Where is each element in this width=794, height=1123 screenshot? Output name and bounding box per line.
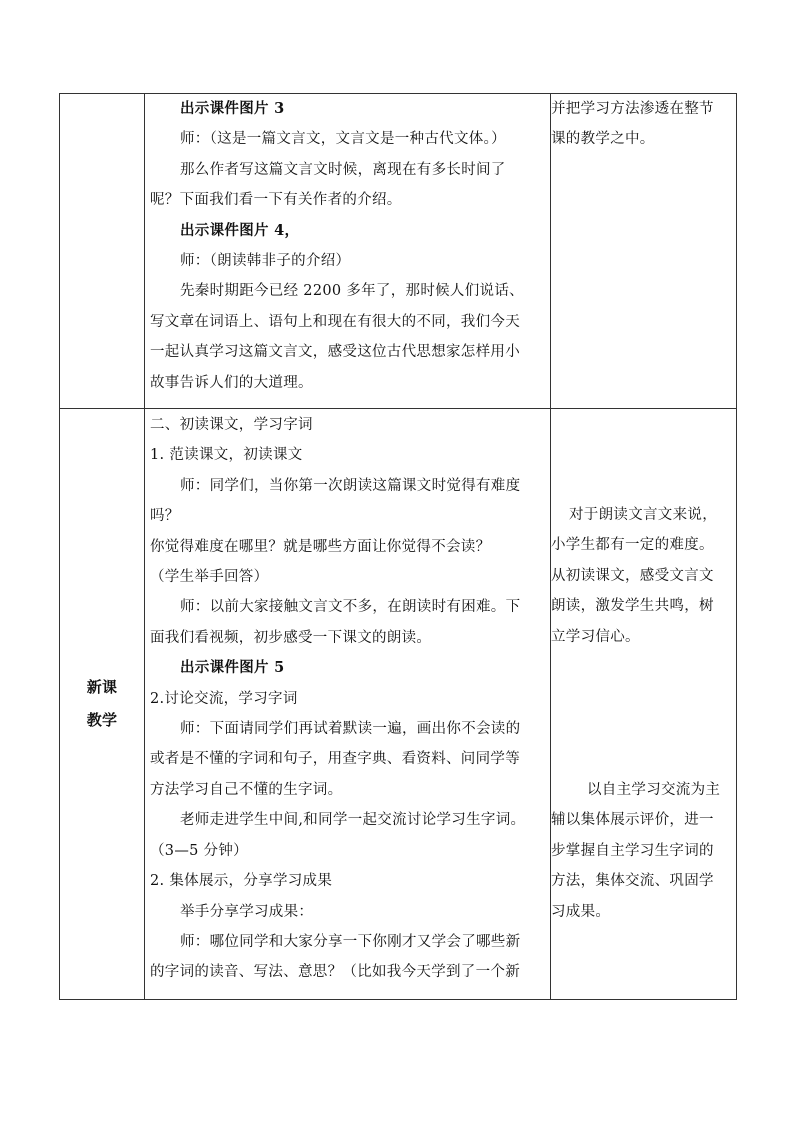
section-label-line: 新课 (86, 678, 118, 696)
text-line: 朗读，激发学生共鸣，树 (551, 598, 714, 615)
text-line: 老师走进学生中间,和同学一起交流讨论学习生字词。 (180, 812, 526, 829)
text-line: 出示课件图片 5 (180, 659, 285, 677)
text-line: 或者是不懂的字词和句子，用查字典、看资料、问同学等 (150, 751, 520, 768)
text-line: 师：以前大家接触文言文不多，在朗读时有困难。下 (180, 599, 521, 616)
text-line: 习成果。 (551, 903, 611, 920)
text-line: 写文章在词语上、语句上和现在有很大的不同，我们今天 (150, 313, 520, 330)
text-line: 1. 范读课文，初读课文 (150, 447, 303, 464)
text-line: 呢？下面我们看一下有关作者的介绍。 (150, 192, 402, 209)
text-line: 方法，集体交流、巩固学 (551, 873, 714, 890)
section-label-cell (60, 409, 145, 1000)
text-line: 先秦时期距今已经 2200 多年了，那时候人们说话、 (180, 283, 524, 300)
text-line: 出示课件图片 3 (180, 100, 285, 117)
text-line: 那么作者写这篇文言文时候，离现在有多长时间了 (180, 161, 506, 178)
teaching-content (145, 94, 550, 398)
text-line: 小学生都有一定的难度。 (551, 537, 714, 554)
text-line: 方法学习自己不懂的生字词。 (150, 781, 343, 798)
teaching-content-cell (145, 94, 551, 409)
text-line: （学生举手回答） (150, 569, 269, 586)
text-line: 吗？ (150, 508, 180, 525)
text-line: （3—5 分钟） (150, 842, 248, 859)
text-line: 对于朗读文言文来说， (569, 507, 717, 523)
section-label-cell (60, 94, 145, 409)
text-line: 出示课件图片 4， (180, 221, 300, 239)
text-line: 师：（朗读韩非子的介绍） (180, 253, 351, 270)
text-line: 立学习信心。 (551, 628, 640, 645)
teaching-content-cell (145, 409, 551, 1000)
text-line: 师：下面请同学们再试着默读一遍，画出你不会读的 (180, 721, 521, 738)
design-intent-notes (551, 94, 736, 155)
text-line: 并把学习方法渗透在整节 (551, 101, 714, 117)
text-line: 一起认真学习这篇文言文，感受这位古代思想家怎样用小 (150, 344, 520, 361)
text-line: 师：哪位同学和大家分享一下你刚才又学会了哪些新 (180, 933, 521, 950)
table-row (60, 94, 737, 409)
lesson-plan-table (59, 93, 737, 1000)
section-label-line: 教学 (86, 711, 118, 729)
design-intent-cell (551, 94, 737, 409)
text-line: 以自主学习交流为主 (587, 782, 721, 799)
design-intent-notes (551, 500, 736, 652)
text-line: 2.讨论交流，学习字词 (150, 690, 298, 707)
text-line: 面我们看视频，初步感受一下课文的朗读。 (150, 629, 432, 646)
text-line: 举手分享学习成果： (180, 903, 314, 920)
design-intent-cell (551, 409, 737, 1000)
text-line: 从初读课文，感受文言文 (551, 567, 714, 584)
text-line: 师：同学们，当你第一次朗读这篇课文时觉得有难度 (180, 477, 521, 494)
table-row (60, 409, 737, 1000)
text-line: 的字词的读音、写法、意思？（比如我今天学到了一个新 (150, 964, 520, 981)
text-line: 故事告诉人们的大道理。 (150, 374, 313, 391)
text-line: 2. 集体展示，分享学习成果 (150, 873, 333, 890)
text-line: 你觉得难度在哪里？就是哪些方面让你觉得不会读？ (150, 538, 491, 555)
text-line: 课的教学之中。 (551, 131, 655, 148)
text-line: 师：（这是一篇文言文，文言文是一种古代文体。） (180, 131, 506, 148)
design-intent-notes (551, 775, 736, 927)
text-line: 步掌握自主学习生字词的 (551, 842, 714, 859)
teaching-content (145, 409, 550, 988)
text-line: 辅以集体展示评价，进一 (551, 812, 714, 829)
text-line: 二、初读课文，学习字词 (150, 417, 313, 433)
